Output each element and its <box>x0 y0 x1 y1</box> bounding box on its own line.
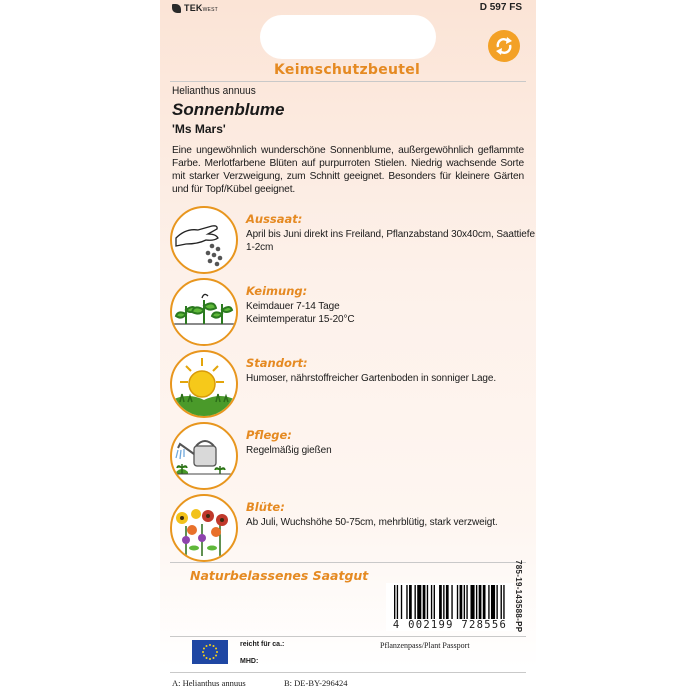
step-pflege <box>170 422 526 492</box>
step-body: April bis Juni direkt ins Freiland, Pflanzabstand 30x40cm, Saattiefe 1-2cm <box>246 229 535 253</box>
divider <box>170 672 526 673</box>
step-body: Regelmäßig gießen <box>246 445 332 456</box>
step-aussaat <box>170 206 535 276</box>
sun-icon <box>170 350 238 418</box>
watering-can-icon <box>170 422 238 490</box>
step-body: Ab Juli, Wuchshöhe 50-75cm, mehrblütig, stark verzweigt. <box>246 517 498 528</box>
common-name: Sonnenblume <box>172 100 285 119</box>
flowers-icon <box>170 494 238 562</box>
step-title: Pflege: <box>246 428 292 442</box>
seedlings-icon <box>170 278 238 346</box>
step-title: Blüte: <box>246 500 285 514</box>
step-body: Humoser, nährstoffreicher Gartenboden in sonniger Lage. <box>246 373 497 384</box>
divider <box>170 81 526 82</box>
variety-name: 'Ms Mars' <box>172 122 226 136</box>
side-code: 785-19-143588-PP <box>514 560 523 633</box>
passport-field-a: A: Helianthus annuus <box>172 678 246 688</box>
divider <box>170 562 526 563</box>
plant-passport-label: Pflanzenpass/Plant Passport <box>380 641 470 650</box>
step-title: Keimung: <box>246 284 308 298</box>
passport-field-b: B: DE-BY-296424 <box>284 678 348 688</box>
sowing-hand-icon <box>170 206 238 274</box>
step-body-line: Keimdauer 7-14 Tage <box>246 301 340 312</box>
seed-packet <box>160 0 536 696</box>
section-title: Keimschutzbeutel <box>274 62 421 78</box>
article-code: D 597 FS <box>479 2 522 13</box>
step-title: Standort: <box>246 356 308 370</box>
brand-mark-icon <box>172 4 181 13</box>
step-body <box>246 300 536 326</box>
description: Eine ungewöhnlich wunderschöne Sonnenblume, außergewöhnlich geflammte Farbe. Merlotfarbene Blüten auf purpurroten Stielen. Niedrig wachsende Sorte mit starker Verzweigung, zum Schnitt geeignet. Besonders für kleinere Gärten und für Topf/Kübel geeignet. <box>172 145 524 195</box>
step-bluete <box>170 494 526 564</box>
mhd-label: MHD: <box>240 658 259 665</box>
latin-name: Helianthus annuus <box>172 85 256 97</box>
eu-flag-icon <box>192 640 228 664</box>
step-title: Aussaat: <box>246 212 303 226</box>
divider <box>170 636 526 637</box>
step-body-line: Keimtemperatur 15-20°C <box>246 314 355 325</box>
step-standort <box>170 350 526 420</box>
brand-logo <box>172 3 218 13</box>
natural-seed-label: Naturbelassenes Saatgut <box>190 568 369 583</box>
packet-window <box>260 15 436 59</box>
step-keimung <box>170 278 526 348</box>
sell-by-label: reicht für ca.: <box>240 641 285 648</box>
barcode <box>386 583 514 631</box>
recycle-icon <box>488 30 520 62</box>
barcode-bars <box>394 585 506 619</box>
brand-name: TEKWEST <box>184 3 218 13</box>
barcode-number: 4 002199 728556 <box>392 619 508 631</box>
